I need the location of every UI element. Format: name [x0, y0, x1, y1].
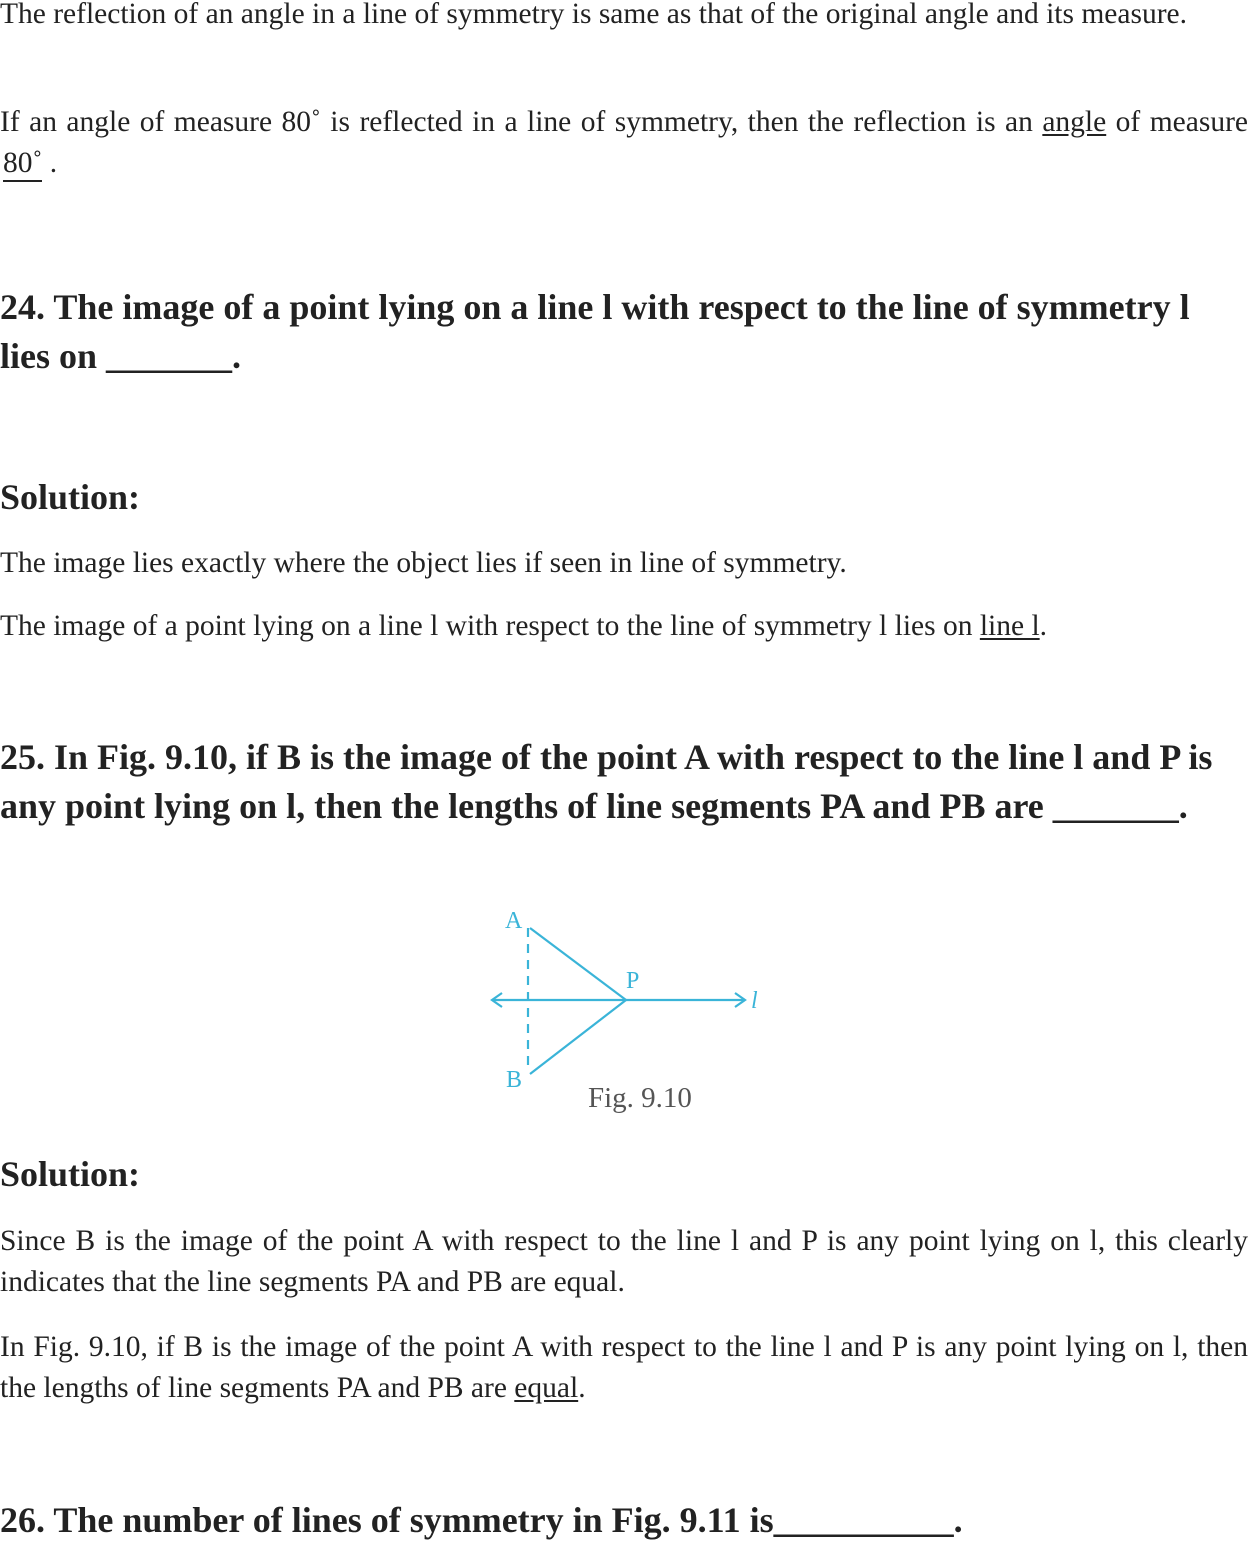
- question-24: 24. The image of a point lying on a line l with respect to the line of symmetry l lies on _______.: [0, 287, 1190, 376]
- label-b: B: [506, 1067, 523, 1093]
- text: The image of a point lying on a line l with respect to the line of symmetry l lies on: [0, 610, 980, 642]
- solution-24-line2: [0, 606, 1248, 647]
- paragraph-answer-23: [0, 102, 1248, 184]
- solution-label-25: Solution:: [0, 1154, 141, 1194]
- solution-25-para2: [0, 1327, 1248, 1409]
- text: .: [42, 147, 58, 179]
- answer: line l: [979, 610, 1040, 642]
- label-l: l: [751, 988, 758, 1014]
- segment-pa: [530, 928, 626, 1000]
- text: In Fig. 9.10, if B is the image of the point A with respect to the line l and P is any point lying on l, then the lengths of line segments PA and PB are: [0, 1331, 1248, 1404]
- text: .: [578, 1372, 586, 1404]
- underlined-word: angle: [1042, 106, 1107, 138]
- answer-blank: 80˚: [3, 148, 42, 182]
- solution-label-24: Solution:: [0, 477, 141, 517]
- figure-caption: Fig. 9.10: [588, 1082, 692, 1114]
- segment-pb: [530, 1000, 626, 1074]
- question-25: 25. In Fig. 9.10, if B is the image of the point A with respect to the line l and P is any point lying on l, then the lengths of line segments PA and PB are _______.: [0, 737, 1213, 826]
- answer: equal: [514, 1372, 579, 1404]
- solution-25-para1: Since B is the image of the point A with respect to the line l and P is any point lying on l, this clearly indicates that the line segments PA and PB are equal.: [0, 1225, 1248, 1298]
- text: If an angle of measure 80˚ is reflected in a line of symmetry, then the reflection is an: [0, 106, 1043, 138]
- question-26: 26. The number of lines of symmetry in Fig. 9.11 is__________.: [0, 1500, 963, 1540]
- text: .: [1039, 610, 1048, 642]
- label-a: A: [505, 908, 523, 934]
- paragraph-reflection-angle: The reflection of an angle in a line of symmetry is same as that of the original angle and its measure.: [0, 0, 1187, 30]
- solution-24-line1: The image lies exactly where the object lies if seen in line of symmetry.: [0, 547, 847, 579]
- text: of measure: [1106, 106, 1248, 138]
- label-p: P: [626, 968, 640, 994]
